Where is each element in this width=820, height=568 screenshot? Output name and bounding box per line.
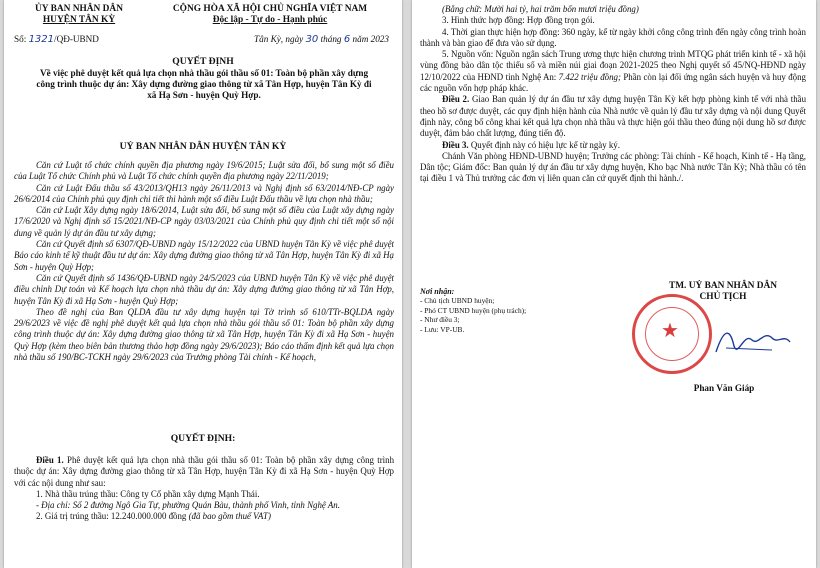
document-page-left (4, 0, 402, 568)
seal-star-icon: ★ (661, 320, 679, 342)
citation: Theo đề nghị của Ban QLDA đầu tư xây dựng huyện tại Tờ trình số 610/TTr-BQLDA ngày 29/6/2023 về việc đề nghị phê duyệt kết quả lựa chọn nhà thầu gói thầu số 01: Toàn bộ phần xây dựng công trình thuộc dự án: Xây dựng đường giao thông từ xã Tân Hợp, huyện Tân Kỳ đi xã Hạ Sơn - huyện Quỳ Hợp (kèm theo biên bản thương thảo hợp đồng ngày 29/6/2023); Báo cáo thẩm định kết quả lựa chọn nhà thầu số 190/BC-TCKH ngày 29/6/2023 của Trưởng phòng Tài chính - Kế hoạch, (14, 306, 394, 363)
recipients-title: Nơi nhận: (420, 287, 455, 296)
decision-continued (420, 4, 806, 185)
issuer-line-2: HUYỆN TÂN KỲ (42, 15, 116, 25)
citation: Căn cứ Luật Xây dựng ngày 18/6/2014, Luật sửa đổi, bổ sung một số điều của Luật xây dựng ngày 17/6/2020 và Nghị định số 15/2021/NĐ-CP ngày 03/03/2021 của Chính phủ quy định chi tiết một số nội dung về quản lý dự án đầu tư xây dựng; (14, 205, 394, 238)
handwritten-number: 1321 (28, 34, 55, 45)
recipient: - Chủ tịch UBND huyện; (420, 296, 495, 306)
citation: Căn cứ Luật tổ chức chính quyền địa phương ngày 19/6/2015; Luật sửa đổi, bổ sung một số điều của Luật Tổ chức Chính phủ và Luật Tổ chức chính quyền địa phương ngày 22/11/2019; (14, 160, 394, 182)
winning-contractor: 1. Nhà thầu trúng thầu: Công ty Cổ phần xây dựng Mạnh Thái. (36, 488, 260, 499)
document-number: Số: 1321/QĐ-UBND (14, 34, 99, 45)
citation: Căn cứ Luật Đấu thầu số 43/2013/QH13 ngày 26/11/2013 và Nghị định số 63/2014/NĐ-CP ngày 26/6/2014 của Chính phủ quy định chi tiết thi hành một số điều Luật Đấu thầu về lựa chọn nhà thầu; (14, 182, 394, 204)
handwritten-month: 6 (343, 34, 351, 45)
document-date: Tân Kỳ, ngày 30 tháng 6 năm 2023 (254, 34, 389, 45)
national-motto: Độc lập - Tự do - Hạnh phúc (212, 15, 328, 25)
article-3: Điều 3. Quyết định này có hiệu lực kể từ ngày ký. (442, 139, 620, 150)
implementation-clause: Chánh Văn phòng HĐND-UBND huyện; Trưởng các phòng: Tài chính - Kế hoạch, Kinh tế - Hạ tầng, Dân tộc; Giám đốc: Ban quản lý dự án đầu tư xây dựng huyện, Kho bạc Nhà nước Tân Kỳ; Nhà thầu có tên tại điều 1 và Thủ trưởng các đơn vị liên quan căn cứ quyết định thi hành./. (420, 150, 806, 184)
document-subject: Về việc phê duyệt kết quả lựa chọn nhà thầu gói thầu số 01: Toàn bộ phần xây dựng công trình thuộc dự án: Xây dựng đường giao thông từ xã Tân Hợp, huyện Tân Kỳ đi xã Hạ Sơn - huyện Quỳ Hợp. (36, 68, 372, 101)
recipient: - Lưu: VP-UB. (420, 324, 465, 334)
issuer-line-1: ỦY BAN NHÂN DÂN (35, 4, 123, 14)
signature-title: TM. UỶ BAN NHÂN DÂN CHỦ TỊCH (668, 281, 778, 302)
article-1-text: Điều 1. Phê duyệt kết quả lựa chọn nhà thầu gói thầu số 01: Toàn bộ phần xây dựng công trình thuộc dự án: Xây dựng đường giao thông từ xã Tân Hợp, huyện Tân Kỳ đi xã Hạ Sơn - huyện Quỳ Hợp với các nội dung như sau: (14, 455, 395, 488)
national-header (146, 4, 394, 26)
citation: Căn cứ Quyết định số 6307/QĐ-UBND ngày 15/12/2022 của UBND huyện Tân Kỳ về việc phê duyệt Báo cáo kinh tế kỹ thuật đầu tư dự án: Xây dựng đường giao thông từ xã Tân Hợp, huyện Tân Kỳ đi xã Hạ Sơn - huyện Quỳ Hợp; (14, 239, 394, 272)
citation: Căn cứ Quyết định số 1436/QĐ-UBND ngày 24/5/2023 của UBND huyện Tân Kỳ về việc phê duyệt điều chỉnh Dự toán và Kế hoạch lựa chọn nhà thầu dự án: Xây dựng đường giao thông từ xã Tân Hợp, huyện Tân Kỳ đi xã Hạ Sơn - huyện Quỳ Hợp; (14, 272, 394, 306)
amount-in-words: (Bằng chữ: Mười hai tỷ, hai trăm bốn mươi triệu đồng) (442, 4, 639, 14)
decision-heading: QUYẾT ĐỊNH: (170, 433, 236, 444)
national-title: CỘNG HÒA XÃ HỘI CHỦ NGHĨA VIỆT NAM (172, 4, 368, 14)
issuing-authority: UỶ BAN NHÂN DÂN HUYỆN TÂN KỲ (119, 141, 287, 152)
article-1 (14, 455, 394, 523)
recipient: - Như điều 3; (420, 315, 460, 325)
recipient: - Phó CT UBND huyện (phụ trách); (420, 305, 527, 315)
handwritten-day: 30 (305, 34, 319, 45)
signer-name: Phan Văn Giáp (693, 383, 755, 393)
recipients-list (420, 287, 620, 334)
contract-type: 3. Hình thức hợp đồng: Hợp đồng trọn gói. (442, 15, 595, 26)
legal-citations (14, 160, 394, 363)
document-page-right (412, 0, 816, 568)
funding-source: 5. Nguồn vốn: Nguồn ngân sách Trung ương thực hiện chương trình MTQG phát triển kinh tế - xã hội vùng đồng bào dân tộc thiểu số và miền núi giai đoạn 2021-2025 theo Nghị quyết số 45/NQ-HĐND ngày 12/10/2022 của HĐND tỉnh Nghệ An: 7.422 triệu đồng; Phần còn lại đối ứng ngân sách huyện và huy động các nguồn vốn hợp pháp khác. (420, 49, 806, 94)
contractor-address: - Địa chỉ: Số 2 đường Ngô Gia Tự, phường Quán Bàu, thành phố Vinh, tỉnh Nghệ An. (36, 500, 340, 511)
contract-duration: 4. Thời gian thực hiện hợp đồng: 360 ngày, kể từ ngày khởi công công trình đến ngày công trình hoàn thành và bàn giao để đưa vào sử dụng. (420, 26, 806, 48)
official-seal-icon (632, 294, 712, 374)
document-title: QUYẾT ĐỊNH (172, 56, 234, 67)
article-2: Điều 2. Giao Ban quản lý dự án đầu tư xây dựng huyện Tân Kỳ kết hợp phòng kinh tế với nhà thầu theo hồ sơ được duyệt, các quy định hiện hành của Nhà nước về quản lý đầu tư xây dựng và nội dung Quyết định này, công bố công khai kết quả lựa chọn nhà thầu và thực hiện gói thầu theo đúng nội dung hồ sơ được duyệt, đảm bảo chất lượng, đúng tiến độ. (420, 94, 807, 139)
signature-icon (712, 322, 792, 362)
contract-value: 2. Giá trị trúng thầu: 12.240.000.000 đồng (đã bao gồm thuế VAT) (36, 511, 271, 522)
issuer-header (14, 4, 144, 26)
